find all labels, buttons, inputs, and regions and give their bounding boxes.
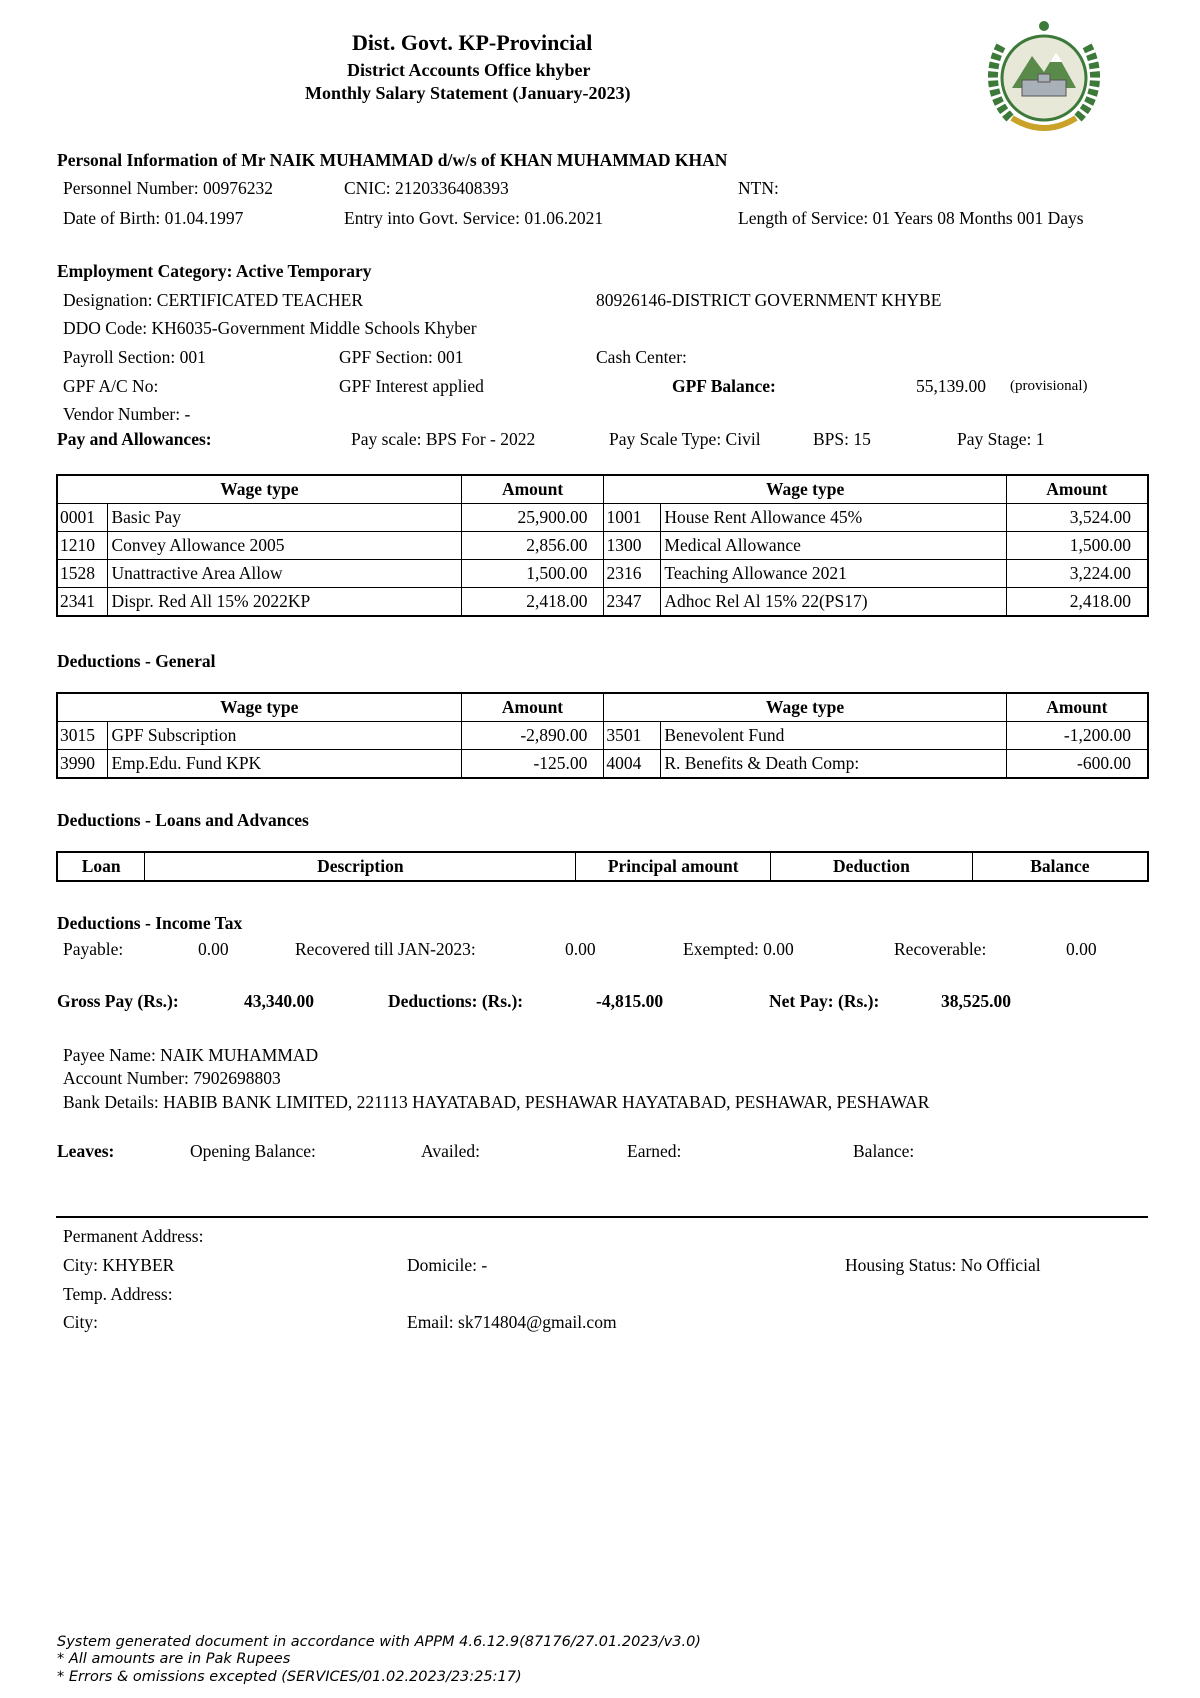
tax-recoverable-value: 0.00 [1066,939,1097,959]
wage-amount: -600.00 [1006,750,1148,779]
col-wage-type: Wage type [57,693,461,722]
personal-heading: Personal Information of Mr NAIK MUHAMMAD d/w/s of KHAN MUHAMMAD KHAN [57,150,728,170]
length-of-service: Length of Service: 01 Years 08 Months 001 Days [738,208,1084,228]
loans-table [56,851,1149,882]
net-pay-value: 38,525.00 [941,991,1011,1011]
wage-amount: -2,890.00 [461,722,604,750]
wage-code: 2347 [604,588,661,617]
wage-name: Adhoc Rel Al 15% 22(PS17) [661,588,1006,617]
wage-name: House Rent Allowance 45% [661,504,1006,532]
divider [56,1216,1148,1218]
leaves-availed: Availed: [421,1141,480,1161]
wage-name: Dispr. Red All 15% 2022KP [108,588,461,617]
wage-code: 1300 [604,532,661,560]
table-row [57,532,1148,560]
leaves-balance: Balance: [853,1141,915,1161]
wage-amount: -125.00 [461,750,604,779]
vendor-number: Vendor Number: - [63,404,191,424]
wage-name: Basic Pay [108,504,461,532]
permanent-city: City: KHYBER [63,1255,175,1275]
col-amount: Amount [1006,693,1148,722]
wage-amount: -1,200.00 [1006,722,1148,750]
gpf-provisional: (provisional) [1010,378,1088,394]
leaves-label: Leaves: [57,1141,115,1161]
bps: BPS: 15 [813,429,871,449]
wage-name: Convey Allowance 2005 [108,532,461,560]
email: Email: sk714804@gmail.com [407,1312,617,1332]
wage-amount: 3,524.00 [1006,504,1148,532]
gross-pay-value: 43,340.00 [244,991,314,1011]
table-row [57,722,1148,750]
wage-name: GPF Subscription [108,722,461,750]
tax-payable-value: 0.00 [198,939,229,959]
wage-code: 1528 [57,560,108,588]
col-amount: Amount [461,693,604,722]
office-name: District Accounts Office khyber [347,60,591,80]
col-wage-type: Wage type [604,693,1006,722]
wage-amount: 3,224.00 [1006,560,1148,588]
employment-category: Employment Category: Active Temporary [57,261,372,281]
personnel-number: Personnel Number: 00976232 [63,178,273,198]
col-description: Description [145,852,576,881]
wage-code: 3501 [604,722,661,750]
col-principal: Principal amount [576,852,771,881]
wage-code: 1001 [604,504,661,532]
gpf-section: GPF Section: 001 [339,347,464,367]
deductions-loans-label: Deductions - Loans and Advances [57,810,309,830]
table-row [57,560,1148,588]
col-wage-type: Wage type [604,475,1006,504]
footer-currency-note: * All amounts are in Pak Rupees [57,1651,291,1667]
wage-amount: 2,418.00 [461,588,604,617]
pay-table [56,474,1149,617]
payroll-section: Payroll Section: 001 [63,347,206,367]
wage-amount: 1,500.00 [461,560,604,588]
kp-emblem [982,14,1106,142]
ntn: NTN: [738,178,779,198]
wage-code: 3990 [57,750,108,779]
permanent-address: Permanent Address: [63,1226,204,1246]
col-loan: Loan [57,852,145,881]
cash-center: Cash Center: [596,347,687,367]
payee-name: Payee Name: NAIK MUHAMMAD [63,1045,319,1065]
wage-name: Medical Allowance [661,532,1006,560]
table-row [57,504,1148,532]
account-number: Account Number: 7902698803 [63,1068,281,1088]
table-header [57,475,1148,504]
leaves-earned: Earned: [627,1141,682,1161]
wage-amount: 1,500.00 [1006,532,1148,560]
wage-name: Benevolent Fund [661,722,1006,750]
temp-city: City: [63,1312,99,1332]
col-amount: Amount [461,475,604,504]
designation: Designation: CERTIFICATED TEACHER [63,290,364,310]
gross-pay-label: Gross Pay (Rs.): [57,991,179,1011]
table-row [57,750,1148,779]
statement-title: Monthly Salary Statement (January-2023) [305,83,631,103]
deductions-general-table [56,692,1149,779]
income-tax-label: Deductions - Income Tax [57,913,243,933]
deductions-total-label: Deductions: (Rs.): [388,991,524,1011]
net-pay-label: Net Pay: (Rs.): [769,991,880,1011]
col-balance: Balance [972,852,1148,881]
district: 80926146-DISTRICT GOVERNMENT KHYBE [596,290,942,310]
col-wage-type: Wage type [57,475,461,504]
wage-code: 0001 [57,504,108,532]
gpf-balance-label: GPF Balance: [672,376,776,396]
wage-code: 2316 [604,560,661,588]
wage-name: Teaching Allowance 2021 [661,560,1006,588]
entry-date: Entry into Govt. Service: 01.06.2021 [344,208,604,228]
wage-code: 3015 [57,722,108,750]
pay-stage: Pay Stage: 1 [957,429,1045,449]
deductions-general-label: Deductions - General [57,651,216,671]
pay-scale: Pay scale: BPS For - 2022 [351,429,536,449]
date-of-birth: Date of Birth: 01.04.1997 [63,208,244,228]
tax-recovered-label: Recovered till JAN-2023: [295,939,476,959]
col-amount: Amount [1006,475,1148,504]
wage-name: Unattractive Area Allow [108,560,461,588]
wage-name: R. Benefits & Death Comp: [661,750,1006,779]
deductions-total-value: -4,815.00 [596,991,664,1011]
doc-title: Dist. Govt. KP-Provincial [352,30,593,55]
table-header [57,852,1148,881]
domicile: Domicile: - [407,1255,488,1275]
wage-name: Emp.Edu. Fund KPK [108,750,461,779]
table-row [57,588,1148,617]
leaves-opening: Opening Balance: [190,1141,316,1161]
gpf-ac-no: GPF A/C No: [63,376,159,396]
wage-code: 2341 [57,588,108,617]
ddo-code: DDO Code: KH6035-Government Middle Schools Khyber [63,318,477,338]
bank-details: Bank Details: HABIB BANK LIMITED, 221113 HAYATABAD, PESHAWAR HAYATABAD, PESHAWAR, PESHAWAR [63,1092,930,1112]
cnic: CNIC: 2120336408393 [344,178,509,198]
footer-system-note: System generated document in accordance with APPM 4.6.12.9(87176/27.01.2023/v3.0) [57,1634,701,1650]
temp-address: Temp. Address: [63,1284,173,1304]
tax-payable-label: Payable: [63,939,124,959]
gpf-balance-value: 55,139.00 [916,376,986,396]
gpf-interest: GPF Interest applied [339,376,484,396]
col-deduction: Deduction [771,852,973,881]
housing-status: Housing Status: No Official [845,1255,1041,1275]
pay-allowances-label: Pay and Allowances: [57,429,212,449]
tax-exempted: Exempted: 0.00 [683,939,794,959]
table-header [57,693,1148,722]
wage-code: 1210 [57,532,108,560]
wage-amount: 2,856.00 [461,532,604,560]
tax-recoverable-label: Recoverable: [894,939,987,959]
footer-errors-note: * Errors & omissions excepted (SERVICES/01.02.2023/23:25:17) [57,1669,522,1685]
wage-amount: 2,418.00 [1006,588,1148,617]
wage-code: 4004 [604,750,661,779]
wage-amount: 25,900.00 [461,504,604,532]
tax-recovered-value: 0.00 [565,939,596,959]
pay-scale-type: Pay Scale Type: Civil [609,429,761,449]
